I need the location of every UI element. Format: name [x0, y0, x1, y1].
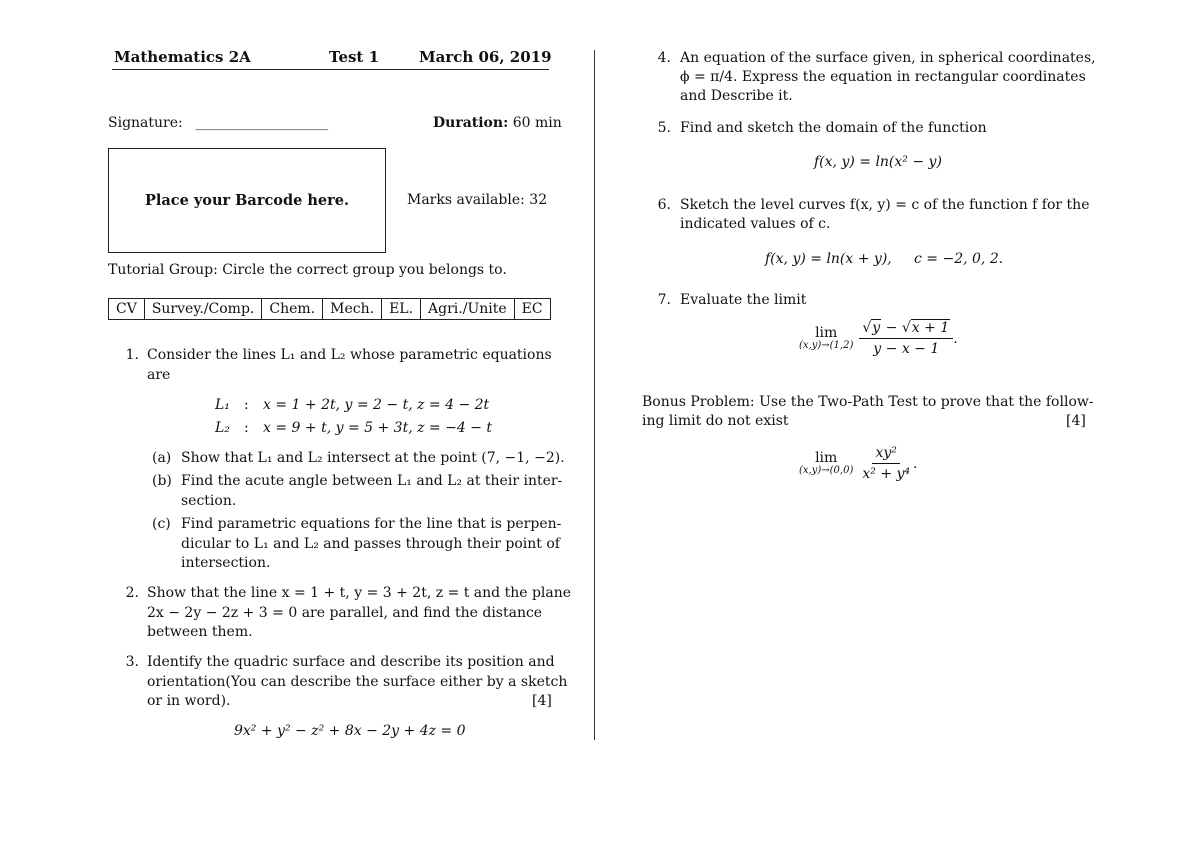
- question-6-number: 6.: [657, 197, 671, 213]
- question-3-equation: 9x² + y² − z² + 8x − 2y + 4z = 0: [234, 723, 466, 739]
- line-1-name: L₁: [215, 397, 230, 413]
- question-2-text-cont: 2x − 2y − 2z + 3 = 0 are parallel, and find the distance: [147, 605, 543, 621]
- part-a-label: (a): [152, 450, 172, 466]
- bonus-limit: [799, 445, 917, 482]
- limit-period: .: [913, 455, 918, 472]
- test-date: March 06, 2019: [419, 48, 552, 66]
- question-1-text-cont: are: [147, 367, 171, 383]
- part-b-text-cont: section.: [181, 493, 237, 509]
- line-1-equation: x = 1 + 2t, y = 2 − t, z = 4 − 2t: [263, 397, 490, 413]
- question-2-text-cont2: between them.: [147, 624, 253, 640]
- fraction-numerator: [859, 320, 953, 339]
- fraction-denominator: y − x − 1: [873, 341, 940, 357]
- radicand-x-plus-1: x + 1: [911, 320, 950, 336]
- bonus-marks: [4]: [1066, 413, 1086, 429]
- question-5-text: Find and sketch the domain of the function: [680, 120, 987, 136]
- signature-label: Signature:: [108, 115, 183, 131]
- radicand-y: y: [872, 320, 881, 336]
- question-5-number: 5.: [657, 120, 671, 136]
- duration: [433, 115, 562, 131]
- question-3-text: Identify the quadric surface and describe its position and: [147, 654, 555, 670]
- line-2-separator: :: [244, 420, 249, 436]
- line-1-separator: :: [244, 397, 249, 413]
- line-2-name: L₂: [215, 420, 230, 436]
- barcode-label: Place your Barcode here.: [144, 192, 350, 209]
- lim-word: lim: [815, 324, 838, 341]
- part-a-text: Show that L₁ and L₂ intersect at the point (7, −1, −2).: [181, 450, 565, 466]
- question-3-text-cont2: or in word).: [147, 693, 231, 709]
- question-3-number: 3.: [125, 654, 139, 670]
- question-4-number: 4.: [657, 50, 671, 66]
- question-1-number: 1.: [125, 347, 139, 363]
- bonus-text-cont: ing limit do not exist: [642, 413, 789, 429]
- bonus-text: Bonus Problem: Use the Two-Path Test to prove that the follow-: [642, 394, 1094, 410]
- minus-sign: −: [881, 320, 902, 336]
- group-agri-unite: Agri./Unite: [421, 299, 515, 320]
- question-5-equation: f(x, y) = ln(x² − y): [814, 154, 942, 170]
- marks-available: Marks available: 32: [407, 192, 548, 208]
- question-3-text-cont: orientation(You can describe the surface either by a sketch: [147, 674, 568, 690]
- part-c-label: (c): [152, 516, 171, 532]
- column-divider: [594, 50, 595, 740]
- question-6-equation: f(x, y) = ln(x + y), c = −2, 0, 2.: [765, 251, 1004, 267]
- question-4-text-cont2: and Describe it.: [680, 88, 793, 104]
- group-cv: CV: [109, 299, 145, 320]
- barcode-box: [108, 148, 386, 253]
- group-mech: Mech.: [323, 299, 382, 320]
- duration-label: Duration:: [433, 115, 509, 131]
- question-4-text-cont: ϕ = π/4. Express the equation in rectangular coordinates: [680, 69, 1086, 85]
- signature-field: [108, 115, 327, 131]
- sqrt-symbol: √: [901, 320, 911, 336]
- group-el: EL.: [382, 299, 421, 320]
- limit-fraction: [859, 320, 953, 357]
- part-b-text: Find the acute angle between L₁ and L₂ at their inter-: [181, 473, 563, 489]
- question-7-number: 7.: [657, 292, 671, 308]
- part-b-label: (b): [152, 473, 172, 489]
- part-c-text-cont2: intersection.: [181, 555, 271, 571]
- group-chem: Chem.: [262, 299, 323, 320]
- limit-operator: [799, 326, 853, 352]
- question-3-marks: [4]: [532, 693, 552, 709]
- part-c-text-cont: dicular to L₁ and L₂ and passes through their point of: [181, 536, 560, 552]
- fraction-numerator: xy²: [872, 445, 899, 464]
- header-rule: [112, 69, 549, 70]
- group-ec: EC: [514, 299, 550, 320]
- tutorial-groups-table: [108, 298, 551, 320]
- lim-word: lim: [815, 449, 838, 466]
- line-2-equation: x = 9 + t, y = 5 + 3t, z = −4 − t: [263, 420, 493, 436]
- question-6-text-cont: indicated values of c.: [680, 216, 831, 232]
- question-2-number: 2.: [125, 585, 139, 601]
- fraction-denominator: x² + y⁴: [862, 466, 911, 482]
- limit-fraction: [859, 445, 913, 482]
- sqrt-symbol: √: [862, 320, 872, 336]
- question-1-text: Consider the lines L₁ and L₂ whose parametric equations: [147, 347, 552, 363]
- test-name: Test 1: [329, 48, 380, 66]
- part-c-text: Find parametric equations for the line that is perpen-: [181, 516, 562, 532]
- tutorial-instruction: Tutorial Group: Circle the correct group you belongs to.: [108, 262, 507, 278]
- question-7-limit: [799, 320, 958, 357]
- limit-operator: [799, 451, 853, 477]
- question-7-text: Evaluate the limit: [680, 292, 807, 308]
- duration-value: 60 min: [512, 115, 562, 131]
- question-4-text: An equation of the surface given, in spherical coordinates,: [680, 50, 1096, 66]
- lim-approach: (x,y)→(1,2): [799, 339, 854, 351]
- limit-period: .: [953, 330, 958, 347]
- question-6-text: Sketch the level curves f(x, y) = c of the function f for the: [680, 197, 1090, 213]
- lim-approach: (x,y)→(0,0): [799, 464, 854, 476]
- question-2-text: Show that the line x = 1 + t, y = 3 + 2t, z = t and the plane: [147, 585, 572, 601]
- signature-line: ______________________: [195, 115, 328, 131]
- group-survey-comp: Survey./Comp.: [144, 299, 262, 320]
- course-title: Mathematics 2A: [114, 48, 251, 66]
